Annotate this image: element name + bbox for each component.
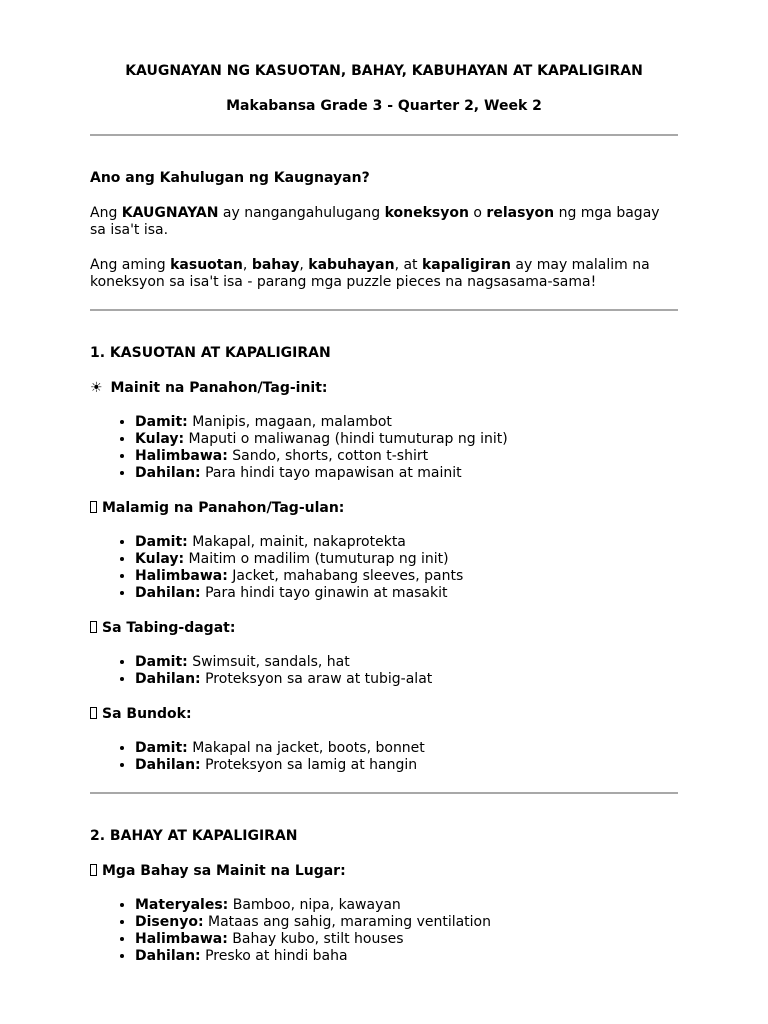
group-heading-hot-weather: ☀ Mainit na Panahon/Tag-init: — [90, 380, 328, 396]
list-item: • Damit: Swimsuit, sandals, hat — [135, 654, 678, 671]
list-item: • Damit: Manipis, magaan, malambot — [135, 414, 678, 431]
divider — [90, 792, 678, 794]
list-item: • Halimbawa: Sando, shorts, cotton t-shirt — [135, 448, 678, 465]
document-subtitle: Makabansa Grade 3 - Quarter 2, Week 2 — [226, 98, 542, 114]
list-item: • Disenyo: Mataas ang sahig, maraming ventilation — [135, 914, 678, 931]
missing-glyph-icon — [90, 621, 97, 633]
list-item: • Damit: Makapal na jacket, boots, bonnet — [135, 740, 678, 757]
group-heading-cold-weather: Malamig na Panahon/Tag-ulan: — [90, 500, 678, 517]
missing-glyph-icon — [90, 864, 97, 876]
intro-paragraph-1: Ang KAUGNAYAN ay nangangahulugang koneksyon o relasyon ng mga bagay sa isa't isa. — [90, 205, 660, 238]
missing-glyph-icon — [90, 707, 97, 719]
divider — [90, 134, 678, 136]
group-heading-hot-place-houses: Mga Bahay sa Mainit na Lugar: — [90, 863, 678, 880]
group-heading-mountain: Sa Bundok: — [90, 706, 678, 723]
list-item: • Dahilan: Presko at hindi baha — [135, 948, 678, 965]
intro-paragraph-2: Ang aming kasuotan, bahay, kabuhayan, at kapaligiran ay may malalim na koneksyon sa isa't isa - parang mga puzzle pieces na nagsasama-sama! — [90, 257, 650, 290]
list-item: • Dahilan: Para hindi tayo ginawin at masakit — [135, 585, 678, 602]
beach-list — [90, 654, 678, 688]
list-item: • Kulay: Maputi o maliwanag (hindi tumuturap ng init) — [135, 431, 678, 448]
hot-weather-list — [90, 414, 678, 482]
mountain-list — [90, 740, 678, 774]
hot-place-houses-list — [90, 897, 678, 965]
section-1-heading: 1. KASUOTAN AT KAPALIGIRAN — [90, 345, 331, 361]
list-item: • Halimbawa: Bahay kubo, stilt houses — [135, 931, 678, 948]
section-2-heading: 2. BAHAY AT KAPALIGIRAN — [90, 828, 298, 844]
missing-glyph-icon — [90, 501, 97, 513]
list-item: • Kulay: Maitim o madilim (tumuturap ng init) — [135, 551, 678, 568]
list-item: • Dahilan: Para hindi tayo mapawisan at mainit — [135, 465, 678, 482]
intro-heading: Ano ang Kahulugan ng Kaugnayan? — [90, 170, 370, 186]
list-item: • Dahilan: Proteksyon sa lamig at hangin — [135, 757, 678, 774]
document-title: KAUGNAYAN NG KASUOTAN, BAHAY, KABUHAYAN AT KAPALIGIRAN — [125, 63, 643, 79]
list-item: • Materyales: Bamboo, nipa, kawayan — [135, 897, 678, 914]
list-item: • Damit: Makapal, mainit, nakaprotekta — [135, 534, 678, 551]
list-item: • Dahilan: Proteksyon sa araw at tubig-alat — [135, 671, 678, 688]
sun-icon: ☀ — [90, 380, 103, 396]
cold-weather-list — [90, 534, 678, 602]
group-heading-beach: Sa Tabing-dagat: — [90, 620, 678, 637]
list-item: • Halimbawa: Jacket, mahabang sleeves, pants — [135, 568, 678, 585]
divider — [90, 309, 678, 311]
